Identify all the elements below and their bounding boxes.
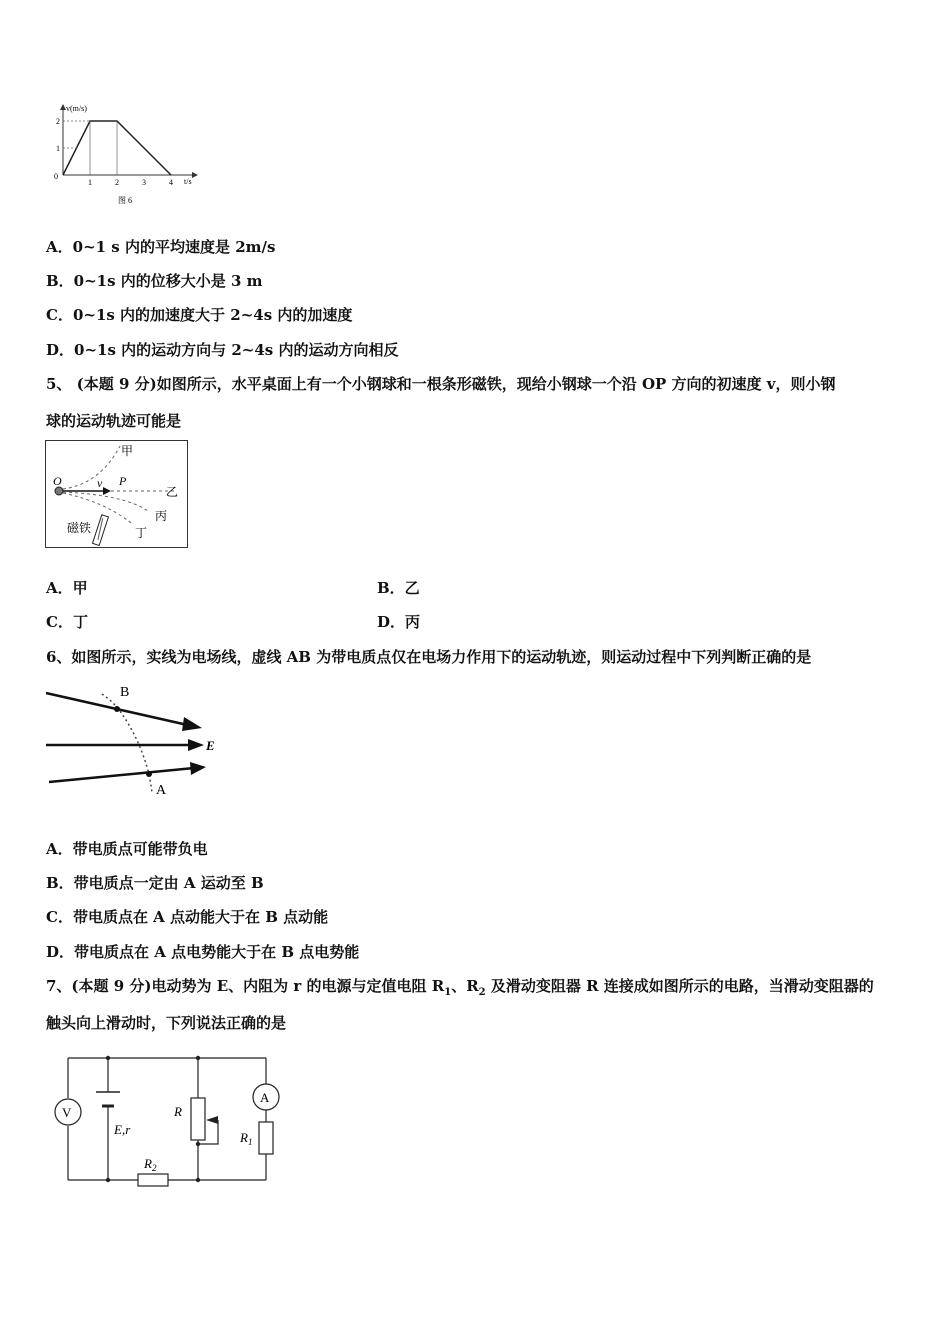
q5-label-ding: 丁 bbox=[135, 526, 148, 540]
q6-field-figure bbox=[44, 680, 224, 800]
q6-option-d: D．带电质点在 A 点电势能大于在 B 点电势能 bbox=[46, 943, 360, 961]
vt-graph bbox=[50, 100, 200, 210]
q7-stem-part3: 及滑动变阻器 R 连接成如图所示的电路，当滑动变阻器的 bbox=[485, 977, 874, 995]
r1-label-main: R bbox=[240, 1130, 248, 1145]
vt-xtick-1: 1 bbox=[88, 178, 92, 187]
q5-option-c: C．丁 bbox=[46, 613, 88, 631]
q5-label-jia: 甲 bbox=[121, 444, 134, 458]
q7-stem-sub2: 2 bbox=[478, 987, 486, 998]
r1-label bbox=[239, 1130, 252, 1147]
q5-label-v: v bbox=[97, 476, 103, 490]
q7-stem-sub1: 1 bbox=[444, 987, 452, 998]
q4-option-c: C．0~1s 内的加速度大于 2~4s 内的加速度 bbox=[46, 306, 353, 324]
q5-stem-line2: 球的运动轨迹可能是 bbox=[46, 412, 182, 430]
q7-stem-line2: 触头向上滑动时，下列说法正确的是 bbox=[46, 1014, 287, 1032]
vt-caption: 图 6 bbox=[118, 196, 132, 205]
q5-label-bing: 丙 bbox=[155, 509, 168, 523]
vt-xtick-4: 4 bbox=[169, 178, 173, 187]
vt-xlabel: t/s bbox=[184, 177, 192, 186]
q6-label-e: E bbox=[206, 738, 215, 753]
q6-option-a: A．带电质点可能带负电 bbox=[46, 840, 208, 858]
r2-label-main: R bbox=[144, 1156, 152, 1171]
voltmeter-label: V bbox=[62, 1105, 72, 1120]
q5-magnet-figure bbox=[45, 440, 190, 550]
q7-circuit-figure bbox=[50, 1050, 290, 1190]
battery-label: E,r bbox=[114, 1122, 131, 1137]
q6-option-b: B．带电质点一定由 A 运动至 B bbox=[46, 874, 264, 892]
q4-option-d: D．0~1s 内的运动方向与 2~4s 内的运动方向相反 bbox=[46, 341, 399, 359]
q4-option-a: A．0~1 s 内的平均速度是 2m/s bbox=[46, 238, 276, 256]
q6-option-c: C．带电质点在 A 点动能大于在 B 点动能 bbox=[46, 908, 329, 926]
vt-ylabel: v(m/s) bbox=[66, 104, 87, 113]
vt-ytick-2: 2 bbox=[56, 117, 60, 126]
q5-label-p: P bbox=[119, 474, 127, 488]
q7-stem-part1: 7、(本题 9 分)电动势为 E、内阻为 r 的电源与定值电阻 R bbox=[46, 977, 445, 995]
r2-label-sub: 2 bbox=[151, 1163, 157, 1173]
q4-option-b: B．0~1s 内的位移大小是 3 m bbox=[46, 272, 263, 290]
q6-label-a: A bbox=[156, 783, 167, 798]
ammeter-label: A bbox=[260, 1090, 270, 1105]
q5-option-d: D．丙 bbox=[377, 613, 421, 631]
q5-label-yi: 乙 bbox=[166, 485, 179, 499]
vt-xtick-2: 2 bbox=[115, 178, 119, 187]
q6-label-b: B bbox=[120, 685, 130, 700]
r2-label bbox=[143, 1156, 157, 1173]
vt-origin: 0 bbox=[54, 172, 58, 181]
vt-xtick-3: 3 bbox=[142, 178, 146, 187]
q5-option-a: A．甲 bbox=[46, 579, 88, 597]
q5-option-b: B．乙 bbox=[377, 579, 420, 597]
rheostat-label: R bbox=[174, 1104, 182, 1119]
q5-label-magnet: 磁铁 bbox=[67, 521, 92, 535]
q5-stem-line1: 5、 (本题 9 分)如图所示，水平桌面上有一个小钢球和一根条形磁铁，现给小钢球一个沿 OP 方向的初速度 v，则小钢 bbox=[46, 375, 836, 393]
q7-stem-part2: 、R bbox=[451, 977, 479, 995]
q7-stem-line1 bbox=[46, 975, 874, 998]
r1-label-sub: 1 bbox=[247, 1137, 253, 1147]
q6-stem: 6、如图所示，实线为电场线，虚线 AB 为带电质点仅在电场力作用下的运动轨迹，则运动过程中下列判断正确的是 bbox=[46, 648, 812, 666]
q5-label-o: O bbox=[53, 474, 62, 488]
vt-ytick-1: 1 bbox=[56, 144, 60, 153]
